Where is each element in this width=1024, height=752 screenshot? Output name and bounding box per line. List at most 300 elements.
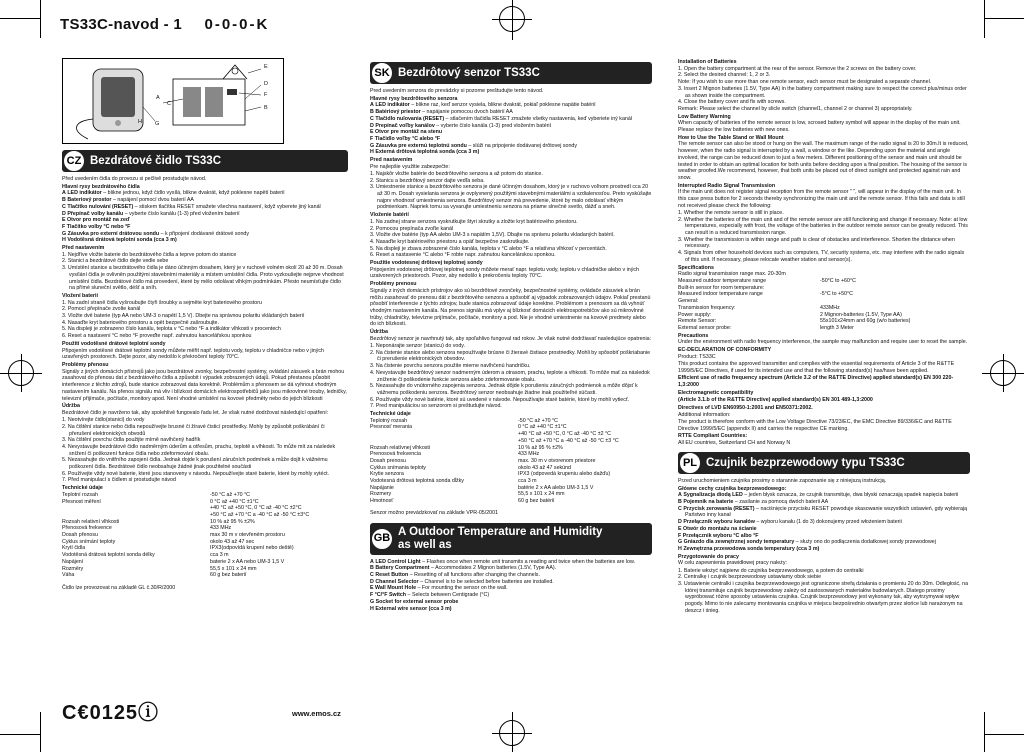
subheading: Vložení baterií [62, 292, 98, 299]
spec-key: Rozměry [62, 565, 84, 572]
list-item: 3. Umístění stanice a bezdrátového čidla je dáno účinným dosahem, který je v ruchově volném okolí 20 až 30 m. Dosah vysílání čidla je ovlivněn použitými stavebními materiály a místem umístění čidla. Proto vyzkoušejte nejprve vhodnost umístění čidla. Bezdrátové čidlo má provedení, které by mělo odolávat vlhkým podmínkám. Přesto neumísťujte čidlo na přímé sluneční světlo, déšť a sníh. [62, 265, 344, 292]
subheading: Efficient use of radio frequency spectrum (Article 3.2 of the R&TTE Directive) applied standard(s) EN 300 220-1,3:2000 [678, 375, 954, 389]
feature-item [678, 506, 970, 519]
feature-letter: C [62, 203, 66, 210]
column-gb-pl [678, 58, 970, 614]
paragraph: Product: TS33C [678, 353, 716, 360]
spec-row [62, 552, 348, 559]
spec-row [678, 298, 970, 305]
feature-name: Sygnalizacja diodą LED [683, 492, 743, 499]
language-badge-cz: CZ [64, 151, 84, 171]
spec-value: -50 °C až +70 °C [210, 491, 251, 498]
spec-key: Krytí čidla [62, 545, 86, 552]
spec-key: Measured outdoor temperature range [678, 278, 767, 284]
feature-item [678, 546, 970, 553]
spec-row [62, 492, 348, 499]
list-item: 2. Na čistenie stanice alebo senzora nepoužívajte brúsne či žieravé čistiace prostriedky. Mohli by spôsobiť poškriabanie či prerušenie elektronických obvodov. [370, 349, 651, 363]
list-item: 5. Nezasahujte do vnútorného zapojenia senzora. Jednak dôjde k porušeniu záručných podmienok a môže dôjsť k vážnemu poškodeniu senzora. Bezdrôtový senzor neobsahuje žiadne inak použiteľné súčasti. [370, 383, 638, 396]
feature-desc: – jeden błysk oznacza, że czujnik transmituje, dwa błyski oznaczają spadek napięcia baterii [744, 492, 959, 499]
feature-letter: B [370, 565, 374, 572]
list-item: 1. Neotvírejte čidlo(stanici) do vody [62, 417, 145, 424]
spec-row [62, 512, 348, 519]
feature-item [370, 149, 652, 156]
subheading: Technické údaje [62, 485, 103, 492]
feature-desc: – stiskem tlačítka RESET smažete všechna nastavení, když vyberete jiný kanál [134, 203, 321, 210]
spec-row [62, 572, 348, 579]
feature-letter: F [678, 532, 682, 539]
feature-letter: F [62, 223, 66, 230]
feature-name: Pojemnik na baterie [683, 498, 734, 505]
feature-letter: D [62, 210, 66, 217]
spec-value: +50 °C až +70 °C a -40 °C až -50 °C ±3°C [210, 511, 310, 518]
feature-item [678, 533, 970, 540]
spec-value: 60 g bez batérií [518, 498, 555, 505]
feature-letter: E [678, 525, 682, 532]
feature-item [678, 526, 970, 533]
feature-letter: H [62, 237, 66, 244]
list-item: 6. Používejte vždy nové baterie, které jsou stanoveny v návodu. Nepoužívejte staré baterie, které by mohly vytéct. [62, 470, 330, 477]
feature-desc: – Channel is to be selected before batteries are installed. [420, 578, 554, 585]
spec-key: Dosah přenosu [62, 532, 98, 539]
feature-letter: G [370, 142, 375, 149]
feature-letter: D [678, 519, 682, 526]
spec-key: Rozsah relativní vlhkosti [62, 518, 120, 525]
feature-item [678, 492, 970, 499]
spec-key: Teplotní rozsah [62, 491, 98, 498]
feature-item [370, 143, 652, 150]
subheading: EC-DECLARATION OF CONFORMITY [678, 347, 772, 354]
feature-name: Otwór do montażu na ścianie [683, 525, 757, 532]
spec-row [62, 532, 348, 539]
list-item: 1. Baterie włożyć najpierw do czujnika bezprzewodowego, a potem do centralki [678, 567, 864, 574]
spec-value: IPX3(odpovídá krupení nebo deště) [210, 545, 294, 552]
feature-name: Przełącznik wyboru kanałów [683, 519, 755, 526]
spec-key: Transmission frequency: [678, 304, 736, 311]
spec-key: Rozmery [370, 491, 392, 498]
subheading: Technické údaje [370, 411, 411, 418]
feature-desc: – k připojení dodávané drátové sondy [160, 230, 249, 237]
subheading: Použití vodotěsné drátové teplotní sondy [62, 340, 166, 347]
paragraph: Před uvedením čidla do provozu si pečlivě prostudujte návod. [62, 176, 207, 182]
spec-row [62, 559, 348, 566]
section-banner-pl [678, 452, 970, 474]
spec-value: -50 °C až +70 °C [518, 417, 559, 424]
product-figure [62, 58, 284, 144]
paragraph: All EU countries, Switzerland CH and Norway N [678, 440, 791, 447]
feature-desc: – vyberte číslo kanálu (1-3) před vložením baterií [124, 210, 240, 217]
spec-key: Teplotný rozsah [370, 417, 408, 424]
section-title-gb: A Outdoor Temperature and Humidity as well as [398, 525, 603, 551]
feature-letter: B [678, 498, 682, 505]
feature-desc: – slúži na pripojenie dodávanej drôtovej sondy [468, 142, 578, 149]
spec-key: Built-in sensor for room temperature: [678, 284, 765, 291]
list-item: 1. Na zadní straně čidla vyšroubujte čtyři šroubky a sejměte kryt bateriového prostoru [62, 299, 262, 306]
list-item: 3. Insert 2 Mignon batteries (1.5V, Type AA) in the battery compartment making sure to respect the correct plus/minus order as shown inside the compartment. [678, 85, 967, 99]
list-item: 2. Pomocí přepínače zvolte kanál [62, 306, 141, 313]
label-b: B [264, 105, 268, 111]
feature-name: Vodotěsná drátová teplotní sonda (cca 3 m) [67, 237, 177, 244]
column-cz [62, 58, 348, 592]
subheading: Interrupted Radio Signal Transmission [678, 182, 776, 189]
spec-row [678, 305, 970, 312]
spec-row [370, 438, 652, 445]
cz-body [62, 176, 348, 592]
spec-row [370, 491, 652, 498]
spec-value: 10 % až 95 % ±2% [518, 444, 563, 451]
spec-value: cca 3 m [518, 478, 537, 485]
feature-name: External wire sensor (cca 3 m) [375, 605, 452, 612]
list-item: 2. Stanici a bezdrátové čidlo dejte vedle sebe [62, 258, 169, 265]
feature-name: Bateriový prostor [67, 197, 112, 204]
spec-value: 0 °C až +40 °C ±1°C [210, 498, 259, 505]
feature-letter: A [678, 492, 682, 499]
paragraph: Bezdrôtový senzor je navrhnutý tak, aby spoľahlivo fungoval rad rokov. Je však nutné dodržiavať nasledujúce opatrenia: [370, 335, 652, 342]
spec-row [370, 424, 652, 431]
gb-body [678, 59, 970, 447]
spec-row [62, 566, 348, 573]
spec-row [678, 325, 970, 332]
spec-key: Přenosová frekvence [62, 525, 112, 532]
spec-key: Vodotěsná drátová teplotní sonda délky [62, 552, 155, 559]
website-link[interactable]: www.emos.cz [292, 709, 341, 718]
subheading: Údržba [370, 329, 388, 336]
subheading: Directives of LVD EN60950-1:2001 and EN50371:2002. [678, 405, 813, 412]
feature-desc: – bliknе jednou, když čidlo vysílá, blikne dvakrát, když poklesne napětí baterií [103, 190, 285, 197]
feature-desc: – służy ono do podłączenia dodatkowej sondy przewodowej [795, 539, 936, 546]
spec-key: Vodotesná drôtová teplotná sonda dĺžky [370, 478, 464, 485]
spec-value: +40 °C až +50 °C, 0 °C až -40 °C ±2°C [210, 505, 302, 512]
feature-desc: – vyberte číslo kanála (1-3) pred vložením batérií [436, 122, 552, 129]
spec-key: Rozsah relatívnej vlhkosti [370, 444, 431, 451]
list-item: 4. Nevystavujte bezdrátové čidlo nadměrným úderům a otřesům, prachu, teplotě a vlhkosti. To může mít za následek snížení či poškození funkce čidla nebo zdeformování obalu. [62, 443, 336, 457]
spec-value: max 30 m v otevřeném prostoru [210, 532, 285, 539]
feature-item [370, 579, 652, 586]
feature-item [62, 224, 348, 231]
language-badge-sk: SK [372, 63, 392, 83]
paragraph: Remark: Please select the channel by slicle switch (channel1, channel 2 or channel 3) appropriately. [678, 105, 913, 112]
feature-item [370, 599, 652, 606]
subheading: Hlavní rysy bezdrátového čidla [62, 183, 140, 190]
feature-letter: B [370, 109, 374, 116]
list-item: 6. Používajte vždy nové batérie, ktoré sú uvedené v návode. Nepoužívajte staré batérie, ktoré by mohli vytiecť. [370, 396, 630, 403]
feature-desc: – Accommodates 2 Mignon batteries (1.5V, Type AA). [430, 565, 557, 572]
feature-item [678, 499, 970, 506]
feature-letter: F [370, 135, 374, 142]
feature-letter: E [370, 129, 374, 136]
feature-item [62, 190, 348, 197]
spec-key: Krytie senzora [370, 471, 404, 478]
feature-item [62, 217, 348, 224]
spec-key: Cyklus snímání teploty [62, 538, 116, 545]
feature-item [370, 123, 652, 130]
spec-key: General: [678, 298, 699, 305]
list-item: 7. Pred manipuláciou so senzorom si preštudujte návod. [370, 403, 502, 410]
list-item: 2. Select the desired channel: 1, 2 or 3. [678, 72, 771, 79]
feature-name: LED indikátor [375, 102, 410, 109]
feature-item [62, 211, 348, 218]
feature-item [370, 592, 652, 599]
list-item: 5. Na displeji je zobrazeno číslo kanálu, teplota v °C nebo °F a indikátor vlhkosti v procentech [62, 326, 281, 333]
list-item: Note: If you wish to use more than one remote sensor, each sensor must be designated a separate channel. [678, 79, 932, 86]
paragraph: If the main unit does not register signal reception from the remote sensor " ", will appear in the display of the main unit. In this case press button for 2 seconds thereby synchronizing the main unit and the remote sensor. If this fails and data is still not received please check the following: [678, 189, 965, 209]
spec-row [370, 485, 652, 492]
feature-letter: E [370, 585, 374, 592]
list-item: 3. Ustawienie centralki i czujnika bezprzewodowego jest ograniczone strefą działania o promieniu 20 do 30m. Odległość, na której transmituje czujnik bezprzewodowy zależy od zastosowanych materiałów budowlanych. Dlatego prosimy wypróbować różne sposoby ustawienia czujnika. Czujnik bezprzewodowy jest wykonany tak, aby wytrzymywał wpływ pogody. Mimo to nie zalecamy montowania czujnika w miejscu bezpośrednio otwartym przez słońce lub narażonym na deszcz i śnieg. [678, 580, 969, 614]
feature-letter: G [62, 230, 67, 237]
feature-name: Přepínač volby kanálu [67, 210, 124, 217]
feature-name: Przycisk zerowania (RESET) [683, 505, 755, 512]
subheading: How to Use the Table Stand or Wall Mount [678, 134, 784, 141]
paragraph: Připojením vodotěsné drátové teplotní sondy můžete měřit např. teplotu vody, teplotu v chladničce nebo v jiných uzavřených prostorech. Dejte pozor, aby nedošlo k překročení teploty 70°C. [62, 347, 324, 361]
subheading: Problémy přenosu [62, 361, 109, 368]
feature-name: Otvor pro montáž na zeď [67, 217, 130, 224]
section-title-pl: Czujnik bezprzewodowy typu TS33C [706, 456, 905, 469]
gb-features [370, 559, 652, 613]
paragraph: The remote sensor can also be stood or hung on the wall. The maximum range of the radio signal is 20 to 30m.It is reduced, however, when the radio signal is interrupted by a wall, a window or the like. Depending upon the material and angle involved, the range can be reduced down to just a few meters. Different positioning of the sensor and main unit should be tested in order to obtain an optimal location for both units before deciding upon a final position. The housing of the sensor is weather proofed.We recommend, however, that both units be placed out of direct sunlight and protected against rain and snow. [678, 141, 969, 181]
language-badge-pl: PL [680, 453, 700, 473]
feature-name: °C/°F Switch [374, 592, 407, 599]
spec-value: 55,5 x 101 x 24 mm [518, 491, 565, 498]
label-c: C [167, 101, 171, 107]
feature-item [62, 204, 348, 211]
feature-item [370, 606, 652, 613]
spec-value: batérie 2 x AA alebo UM-3 1,5 V [518, 484, 594, 491]
list-item: 4. Signals from other household devices such as computers, TV, security systems, etc. may interfere with the radio signals of this unit. If necessary, please relocate weather station and sensor(s). [678, 250, 965, 263]
feature-desc: – blikne raz, keď senzor vysiela, blikne dvakrát, pokiaľ poklesne napätie batérií [411, 102, 596, 109]
paragraph: Pripojením vodotesnej drôtovej teplotnej sondy môžete merať napr. teplotu vody, teplotu v chladničke alebo v iných uzatvorených priestoroch. Pozor, aby nedošlo k prekročeniu teploty 70°C. [370, 266, 639, 280]
list-item: 3. Vložte dvě baterie (typ AA nebo UM-3 o napětí 1,5 V). Dbejte na správnou polaritu vkládaných baterií [62, 313, 305, 320]
column-sk-gb [370, 58, 652, 612]
label-a: A [156, 95, 160, 101]
list-item: 3. Na čistenie povrchu senzora použite mierne navlhčenú handričku. [370, 363, 531, 370]
feature-name: Externá drôtová teplotná sonda (cca 3 m) [375, 149, 480, 156]
label-e: E [264, 64, 268, 70]
subheading: Před nastavením [62, 245, 105, 252]
list-item: 2. Whether the batteries of the main unit and of the remote sensor are still functioning and change if necessary. Note: at low temperatures, especially with frost, the voltage of the batteries in the outdoor remote sensor can be greatly reduced. This can result in a reduced transmission range. [678, 216, 968, 237]
feature-item [370, 136, 652, 143]
spec-value: 433 MHz [518, 451, 540, 458]
section-title-sk: Bezdrôtový senzor TS33C [398, 66, 540, 79]
feature-name: Battery Compartment [375, 565, 430, 572]
sk-body [370, 88, 652, 517]
label-h: H [138, 119, 142, 125]
spec-key: Přesnost měření [62, 498, 101, 505]
feature-item [370, 572, 652, 579]
label-d: D [264, 81, 268, 87]
spec-key [370, 431, 518, 438]
subheading: Specifications [678, 264, 714, 271]
paragraph: Przed uruchomieniem czujnika prosimy o starannie zapoznanie się z niniejszą instrukcją. [678, 477, 887, 484]
feature-desc: – Selects between Centigrade (°C) [407, 592, 490, 599]
feature-letter: G [370, 598, 375, 605]
spec-row [678, 291, 970, 298]
spec-key [62, 505, 210, 512]
spec-value [820, 271, 970, 278]
feature-name: Channel Selector [375, 578, 419, 585]
feature-name: Tlačidlo voľby °C alebo °F [374, 135, 441, 142]
feature-letter: D [370, 578, 374, 585]
spec-value: length 3 Meter [820, 324, 854, 331]
feature-desc: – napájení pomocí dvou baterií AA [112, 197, 194, 204]
spec-row [678, 278, 970, 285]
spec-key: Remote Sensor: [678, 318, 717, 325]
list-item: 6. Reset a nastavení °C nebo °F proveďte např. zahnutou kancelářskou sponkou [62, 333, 252, 340]
spec-row [678, 318, 970, 325]
list-item: 7. Před manipulací s čidlem si prostudujte návod [62, 477, 176, 484]
spec-row [370, 465, 652, 472]
spec-key [62, 512, 210, 519]
feature-letter: A [370, 558, 374, 565]
feature-letter: G [678, 539, 683, 546]
spec-key: Váha [62, 572, 75, 579]
list-item: 5. Nezasahujte do vnitřního zapojení čidla. Jednak dojde k porušení záručních podmínek a může dojít k vážnému poškození čidla. Bezdrátové čidlo neobsahuje žádné jinak použitelné součásti [62, 457, 328, 471]
list-item: 1. Na zadnej strane senzora vyskrutkujte štyri skrutky a zložte kryt batériového priestoru. [370, 218, 578, 225]
feature-letter: A [370, 102, 374, 109]
spec-value [820, 285, 970, 292]
spec-value: -50°C to +60°C [820, 278, 856, 284]
spec-row [62, 519, 348, 526]
list-item: 1. Najskôr vložte batérie do bezdrôtového senzora a až potom do stanice. [370, 170, 543, 177]
feature-desc: – Flashes once when remote unit transmits a reading and twice when the batteries are low. [422, 558, 635, 565]
feature-name: Socket for external sensor probe [375, 598, 459, 605]
spec-value: 55,5 x 101 x 24 mm [210, 565, 257, 572]
spec-key: Power supply: [678, 311, 712, 318]
section-banner-sk [370, 62, 652, 84]
feature-letter: C [678, 505, 682, 512]
feature-letter: H [678, 545, 682, 552]
subheading: (Article 3.1.b of the R&TTE Directive) applied standard(s) EN 301 489-1,3:2000 [678, 397, 873, 404]
label-f: F [264, 92, 268, 98]
list-item: 2. Centralkę i czujnik bezprzewodowy ustawiamy obok siebie [678, 574, 822, 581]
feature-name: LED Control Light [375, 558, 421, 565]
subheading: Główne cechy czujnika bezprzewodowego: [678, 485, 787, 492]
list-item: 3. Na čištění povrchu čidla použijte mírně navlhčený hadřík [62, 437, 201, 444]
subheading: Použitie vodotesnej drôtovej teplotnej sondy [370, 260, 483, 267]
spec-key: Presnosť merania [370, 424, 413, 431]
spec-key [370, 438, 518, 445]
feature-letter: E [62, 217, 66, 224]
spec-key: Prenosová frekvencia [370, 451, 421, 458]
spec-row [678, 271, 970, 278]
list-item: 4. Close the battery cover and fix with screws. [678, 99, 786, 106]
subheading: Installation of Batteries [678, 59, 737, 65]
list-item: 1. Whether the remote sensor is still in place. [678, 209, 784, 216]
feature-name: Tlačítko nulování (RESET) [67, 203, 134, 210]
page-header [60, 16, 269, 33]
spec-value: 60 g bez baterií [210, 572, 247, 579]
paragraph: Under the environment with radio frequency interference, the sample may malfunction and require user to reset the sample. [678, 339, 968, 346]
feature-name: Zewnętrzna przewodowa sonda temperatury (cca 3 m) [683, 545, 820, 552]
list-item: 1. Nejdříve vložte baterie do bezdrátového čidla a teprve potom do stanice [62, 251, 237, 258]
feature-desc: – naciśnięcie przycisku RESET powoduje skasowanie wszystkich ustawień, gdy wybierają Państwo inny kanał [685, 505, 968, 519]
footnote: Čidlo lze provozovat na základě GL č.30/R/2000 [62, 584, 176, 591]
feature-name: LED indikátor [67, 190, 102, 197]
header-title: TS33C-navod - 1 [60, 16, 183, 33]
feature-desc: – wyboru kanału (1 do 3) dokonujemy przed włożeniem baterii [756, 519, 902, 526]
spec-row [62, 499, 348, 506]
spec-row [62, 525, 348, 532]
spec-row [370, 418, 652, 425]
spec-row [370, 498, 652, 505]
spec-row [370, 445, 652, 452]
list-item: 3. Vložte dve batérie (typ AA alebo UM-3 s napätím 1,5V). Dbajte na správnu polaritu vkladaných batérií. [370, 232, 615, 239]
feature-item [62, 231, 348, 238]
spec-row [62, 539, 348, 546]
list-item: 3. Umiestnenie stanice a bezdrôtového senzora je dané účinným dosahom, ktorý je v ruchovo voľnom prostredí cca 20 až 30 m. Dosah vysielania senzora je ovplyvnený použitými stavebnými materiálmi a vzdialenosťou. Preto vyskúšajte najprv vhodnosť umiestnenia senzora. Bezdrôtový senzor má prevedenie, ktoré by malo odolávať vlhkým podmienkam. Napriek tomu sa vyvarujte umiestneniu senzora na priame slnečné svetlo, dážď a sneh. [370, 184, 652, 211]
paragraph: Signály z iných domácich prístrojov ako sú bezdrôtové zvončeky, bezpečnostné systémy, ovládače zásuviek a brán môžu zasahovať do prenosu dát z bezdrôtového senzora a spôsobiť aj výpadok zobrazovaných údajov. Pokiaľ prestanú pôsobiť interferencie z týchto zdrojov, bude stanica zobrazovať údaje korektne. Problémom s prenosom sa dá vyhnúť vhodným nastavením kanála. Na prenos signálu má vplyv aj blízkosť domácich elektrospotrebičov ako sú mikrovlnné trúby, chladničky, televízne prijímače, počítače, monitory a pod. Nie je vhodné umiestnenie na kovové predmety alebo do ich blízkosti. [370, 287, 651, 328]
list-item: 6. Reset a nastavenie °C alebo °F robte napr. zahnutou kancelárskou sponkou. [370, 252, 556, 259]
feature-name: Prepínač voľby kanálov [375, 122, 435, 129]
spec-value: 2 Mignon-batteries (1.5V, Type AA) [820, 311, 902, 318]
list-item: 1. Neponárajte senzor (stanicu) do vody. [370, 343, 466, 350]
list-item: 5. Na displeji je zbava zobrazené číslo kanála, teplota v °C alebo °F a relatívna vlhkosť v percentách. [370, 245, 607, 252]
spec-value: -5°C to +50°C [820, 291, 853, 298]
spec-row [62, 505, 348, 512]
paragraph: This product contains the approved transmitter and complies with the essential requirements of Article 3 of the R&TTE 1999/5/EC Directives, if used for its intended use and that the following standard(s) has/have been applied. [678, 360, 955, 374]
feature-desc: – Resetting of all functions after changing the channels. [409, 572, 540, 578]
list-item: 2. Pomocou prepínača zvoľte kanál [370, 225, 454, 232]
spec-key: Hmotnosť [370, 498, 394, 505]
spec-value: 10 % až 95 % ±2% [210, 518, 255, 525]
feature-letter: H [370, 605, 374, 612]
feature-letter: A [62, 190, 66, 197]
spec-key: Radio signal transmission range max. 20-30m [678, 271, 786, 278]
feature-desc: – napájanie pomocou dvoch batérií AA [422, 109, 513, 116]
section-banner-cz [62, 150, 348, 172]
spec-value: +50 °C až +70 °C a -40 °C až -50 °C ±3 °C [518, 437, 619, 444]
spec-value: okolo 43 až 47 sekúnd [518, 464, 572, 471]
list-item: 4. Nasaďte kryt bateriového prostoru a opět bezpečně zašroubujte. [62, 319, 219, 326]
feature-item [370, 559, 652, 566]
list-item: 1. Open the battery compartment at the rear of the sensor. Remove the 2 screws on the battery cover. [678, 65, 917, 72]
paragraph: When capacity of batteries of the remote sensor is low, scrosed battery symbol will appear in the display of the main unit. Please replace the low batteries with new ones. [678, 120, 961, 134]
feature-item [370, 116, 652, 123]
spec-value: 433MHz [820, 304, 840, 311]
list-item: 4. Nevystavujte bezdrôtový senzor nadmerným úderom a otrasom, prachu, teplote a vlhkosti. To môže mať za následok zníženie či poškodenie funkcie senzora alebo zdeformovanie obalu. [370, 369, 650, 383]
spec-key: Napájení [62, 558, 84, 565]
paragraph: Additional information: [678, 411, 731, 418]
paragraph: Pred uvedením senzora do prevádzky si pozorne preštudujte tento návod. [370, 88, 544, 94]
spec-key: Cyklus snímania teploty [370, 464, 426, 471]
feature-letter: C [370, 115, 374, 122]
spec-value: 0 °C až +40 °C ±1°C [518, 424, 567, 431]
spec-value: cca 3 m [210, 552, 229, 559]
paragraph: W celu zapewnienia prawidłowej pracy należy: [678, 560, 787, 567]
subheading: Electromagnetic compatibility [678, 389, 754, 396]
spec-value [820, 298, 970, 305]
subheading: Problémy prenosu [370, 281, 417, 288]
feature-letter: F [370, 592, 374, 599]
feature-desc: – zasilanie za pomocą dwóch baterii AA [734, 498, 829, 505]
pl-body [678, 478, 970, 615]
list-item: 2. Stanicu a bezdrôtový senzor dajte vedľa seba. [370, 177, 485, 184]
subheading: RTTE Compliant Countries: [678, 433, 748, 440]
subheading: Pred nastavením [370, 157, 413, 164]
list-item: 4. Nasaďte kryt batériového priestoru a opäť bezpečne zaskrutkujte. [370, 238, 530, 245]
section-banner-gb [370, 523, 652, 555]
list-item: 2. Na čištění stanice nebo čidla nepoužívejte brusné či žíravé čisticí prostředky. Mohly by způsobit poškrábání či přerušení elektronických obvodů [62, 423, 325, 437]
spec-row [678, 312, 970, 319]
feature-desc: – stlačením tlačidla RESET zmažete všetky nastavenia, keď vyberiete iný kanál [445, 115, 632, 122]
feature-item [678, 539, 970, 546]
feature-name: Zásuvka pre externú teplotnú sondu [375, 142, 467, 149]
spec-value: max. 30 m v otvorenom priestore [518, 457, 596, 464]
label-g: G [155, 121, 160, 127]
spec-value: +40 °C až +50 °C, 0 °C až -40 °C ±2 °C [518, 431, 611, 438]
feature-letter: D [370, 122, 374, 129]
subheading: Vloženie batérií [370, 212, 409, 219]
spec-key: Napájanie [370, 484, 394, 491]
